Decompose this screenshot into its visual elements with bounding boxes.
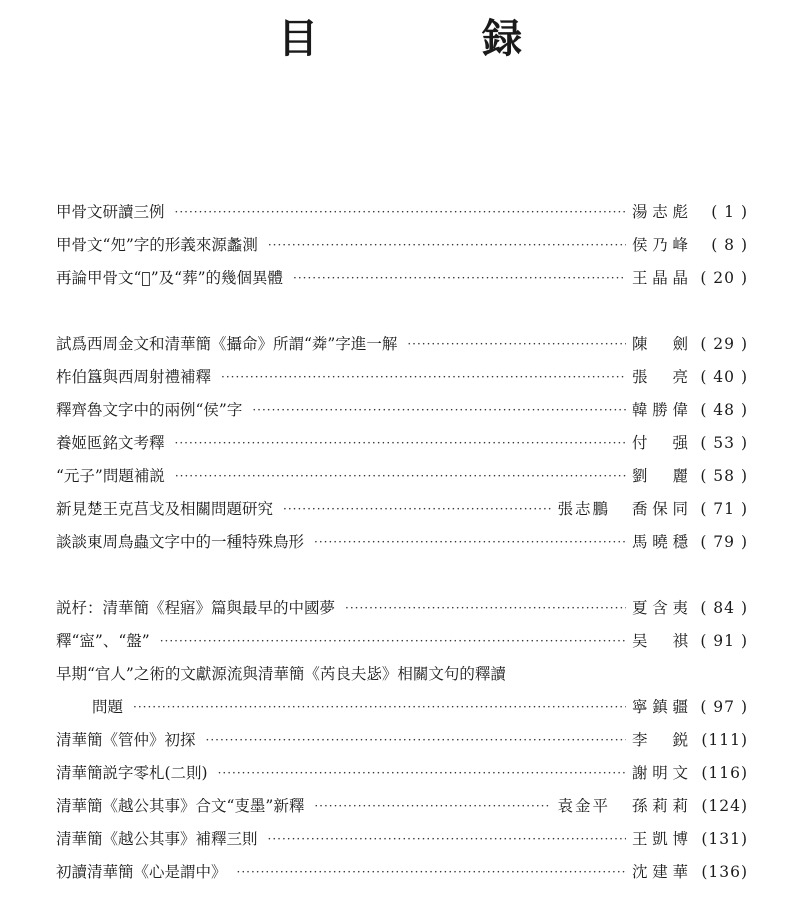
entry-author: 湯志彪 (632, 203, 690, 221)
entry-page: ( 97 ) (700, 698, 748, 716)
entry-page: ( 1 ) (711, 203, 748, 221)
entry-title: 釋“寍”、“盤” (56, 632, 150, 650)
entry-author: 王凱博 (632, 830, 690, 848)
entry-title: 説杍：清華簡《程寤》篇與最早的中國夢 (56, 599, 336, 617)
entry-page: (111) (701, 731, 748, 749)
leader-dots (268, 233, 626, 257)
entry-author: 謝明文 (632, 764, 690, 782)
toc-entry[interactable] (56, 662, 748, 686)
entry-title: “元子”問題補説 (56, 467, 165, 485)
entry-coauthor: 袁金平 (557, 797, 610, 815)
entry-page: ( 20 ) (700, 269, 748, 287)
toc-entry[interactable] (56, 530, 748, 554)
entry-author: 付 强 (632, 434, 690, 452)
entry-page: ( 53 ) (700, 434, 748, 452)
entry-title: 清華簡説字零札(二則) (56, 764, 208, 782)
leader-dots (314, 794, 551, 818)
toc-entry[interactable] (56, 860, 748, 884)
toc-entry[interactable] (56, 497, 748, 521)
leader-dots (175, 431, 626, 455)
toc-entry[interactable] (56, 629, 748, 653)
leader-dots (283, 497, 551, 521)
leader-dots (252, 398, 626, 422)
entry-page: (131) (701, 830, 748, 848)
entry-author: 馬曉穩 (632, 533, 690, 551)
leader-dots (237, 860, 626, 884)
toc-entry[interactable] (56, 398, 748, 422)
toc-entry[interactable] (56, 200, 748, 224)
entry-title: 初讀清華簡《心是謂中》 (56, 863, 227, 881)
entry-author: 夏含夷 (632, 599, 690, 617)
leader-dots (293, 266, 626, 290)
entry-title: 新見楚王克莒戈及相關問題研究 (56, 500, 274, 518)
entry-page: ( 8 ) (711, 236, 748, 254)
entry-title: 甲骨文研讀三例 (56, 203, 165, 221)
leader-dots (221, 365, 626, 389)
entry-author: 劉 麗 (632, 467, 690, 485)
entry-title: 早期“官人”之術的文獻源流與清華簡《芮良夫毖》相關文句的釋讀 (56, 665, 506, 683)
entry-author: 張 亮 (632, 368, 690, 386)
toc-entry[interactable] (56, 233, 748, 257)
leader-dots (175, 200, 626, 224)
entry-page: ( 91 ) (700, 632, 748, 650)
entry-page: ( 71 ) (700, 500, 748, 518)
toc-entry[interactable] (56, 266, 748, 290)
entry-author: 喬保同 (632, 500, 690, 518)
entry-title: 試爲西周金文和清華簡《攝命》所謂“粦”字進一解 (56, 335, 398, 353)
entry-page: ( 40 ) (700, 368, 748, 386)
toc-entry-continuation[interactable] (92, 695, 748, 719)
entry-author: 李 鋭 (632, 731, 690, 749)
toc-entry[interactable] (56, 332, 748, 356)
leader-dots (268, 827, 626, 851)
entry-author: 孫莉莉 (632, 797, 690, 815)
entry-coauthor: 張志鵬 (557, 500, 610, 518)
toc-entry[interactable] (56, 464, 748, 488)
entry-page: ( 84 ) (700, 599, 748, 617)
entry-page: ( 79 ) (700, 533, 748, 551)
toc-entry[interactable] (56, 761, 748, 785)
toc-entry[interactable] (56, 596, 748, 620)
entry-title: 清華簡《越公其事》合文“叓墨”新釋 (56, 797, 305, 815)
entry-title: 釋齊魯文字中的兩例“侯”字 (56, 401, 243, 419)
entry-page: ( 48 ) (700, 401, 748, 419)
entry-page: ( 29 ) (700, 335, 748, 353)
page-title: 目 録 (278, 15, 584, 62)
entry-author: 王晶晶 (632, 269, 690, 287)
toc-entry[interactable] (56, 794, 748, 818)
leader-dots (314, 530, 626, 554)
toc-entry[interactable] (56, 431, 748, 455)
entry-author: 吴 祺 (632, 632, 690, 650)
entry-title: 清華簡《管仲》初探 (56, 731, 196, 749)
entry-title: 問題 (92, 698, 124, 716)
toc-entry[interactable] (56, 827, 748, 851)
leader-dots (407, 332, 626, 356)
entry-page: ( 58 ) (700, 467, 748, 485)
entry-page: (124) (701, 797, 748, 815)
entry-author: 陳 劍 (632, 335, 690, 353)
entry-author: 寧鎮疆 (632, 698, 690, 716)
leader-dots (133, 695, 626, 719)
entry-title: 再論甲骨文“𣏎”及“葬”的幾個異體 (56, 269, 283, 287)
entry-page: (136) (701, 863, 748, 881)
entry-title: 柞伯簋與西周射禮補釋 (56, 368, 212, 386)
entry-page: (116) (701, 764, 748, 782)
leader-dots (175, 464, 626, 488)
entry-title: 養姬匜銘文考釋 (56, 434, 165, 452)
toc-entry[interactable] (56, 728, 748, 752)
entry-title: 清華簡《越公其事》補釋三則 (56, 830, 258, 848)
toc-entry[interactable] (56, 365, 748, 389)
entry-author: 韓勝偉 (632, 401, 690, 419)
entry-author: 侯乃峰 (632, 236, 690, 254)
leader-dots (218, 761, 626, 785)
leader-dots (160, 629, 626, 653)
entry-author: 沈建華 (632, 863, 690, 881)
leader-dots (206, 728, 626, 752)
entry-title: 談談東周鳥蟲文字中的一種特殊鳥形 (56, 533, 305, 551)
leader-dots (345, 596, 626, 620)
entry-title: 甲骨文“夗”字的形義來源蠡測 (56, 236, 258, 254)
